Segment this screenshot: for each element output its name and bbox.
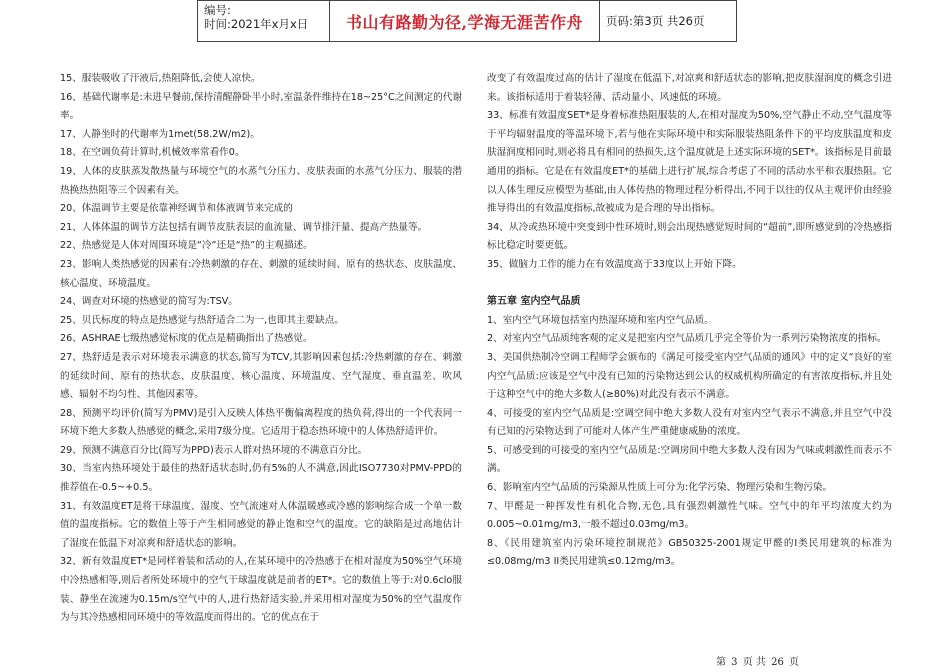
list-item: 8、《民用建筑室内污染环境控制规范》GB50325-2001规定甲醛的I类民用建筑的标准为≤0.08mg/m3 II类民用建筑≤0.12mg/m3。 [487,537,892,568]
header-motto-cell [330,1,600,41]
list-item: 5、可感受到的可接受的室内空气品质是:空调房间中绝大多数人没有因为气味或刺激性而表示不满。 [487,444,892,475]
footer-page-number: 3 [731,657,738,668]
list-item: 25、贝氏标度的特点是热感觉与热舒适合二为一,也即其主要缺点。 [60,314,344,326]
page-header [197,0,737,42]
list-item: 34、从冷或热环境中突变到中性环境时,则会出现热感觉短时间的“超前”,即所感觉到的冷热感指标比稳定时要更低。 [487,221,892,252]
footer-pre: 第 [715,657,726,668]
list-item: 4、可接受的室内空气品质是:空调空间中绝大多数人没有对室内空气表示不满意,并且空气中没有已知的污染物达到了可能对人体产生严重健康威胁的浓度。 [487,407,892,438]
page-label: 页码:第3页 共26页 [606,14,705,28]
list-item: 23、影响人类热感觉的因素有:冷热刺激的存在、刺激的延续时间、原有的热状态、皮肤温度、核心温度、环境温度。 [60,258,462,289]
list-item: 17、人静坐时的代谢率为1met(58.2W/m2)。 [60,128,260,140]
list-item: 26、ASHRAE七级热感觉标度的优点是精确指出了热感觉。 [60,333,313,345]
header-meta [198,1,330,41]
number-label: 编号: [204,3,231,17]
spacer [487,275,892,294]
list-item: 15、服装吸收了汗液后,热阻降低,会使人凉快。 [60,73,261,84]
list-item: 33、标准有效温度SET*是身着标准热阻服装的人,在相对湿度为50%,空气静止不动,空气温度等于平均辐射温度的等温环境下,若与他在实际环境中和实际服装热阻条件下的平均皮肤温度和皮肤湿润度相同时,则必将具有相同的热损失,这个温度就是上述实际环境的SET*。该指标是目前最通用的指标。它是在有效温度ET*的基础上进行扩展,综合考虑了不同的活动水平和衣服热阻。它以人体生理反应模型为基础,由人体传热的物理过程分析得出,不同于以往的仅从主观评价由经验推导得出的有效温度指标,故被成为是合理的导出指标。 [487,110,892,215]
list-item: 20、体温调节主要是依靠神经调节和体液调节来完成的 [60,203,293,215]
left-column [60,70,462,628]
list-item: 27、热舒适是表示对环境表示满意的状态,简写为TCV,其影响因素包括:冷热刺激的存在、刺激的延续时间、原有的热状态、皮肤温度、核心温度、环境温度、空气湿度、垂直温差、吹风感、辐射不均匀性、其他因素等。 [60,351,462,401]
list-item: 32、新有效温度ET*是同样着装和活动的人,在某环境中的冷热感于在相对湿度为50%空气环境中冷热感相等,则后者所处环境中的空气干球温度就是前者的ET*。它的数值上等于:对0.6clo服装、静坐在流速为0.15m/s空气中的人,进行热舒适实验,并采用相对湿度为50%的空气温度作为与其冷热感相同环境中的等效温度而得出的。它的优点在于 [60,556,462,624]
footer-post: 页 [789,657,799,668]
page-footer [715,653,800,668]
list-item: 改变了有效温度过高的估计了湿度在低温下,对凉爽和舒适状态的影响,把皮肤湿润度的概念引进来。该指标适用于着装轻薄、活动量小、风速低的环境。 [487,73,892,103]
list-item: 19、人体的皮肤蒸发散热量与环境空气的水蒸气分压力、皮肤表面的水蒸气分压力、服装的潜热换热热阻等三个因素有关。 [60,165,462,196]
list-item: 3、美国供热制冷空调工程师学会颁布的《满足可接受室内空气品质的通风》中的定义“良好的室内空气品质:应该是空气中没有已知的污染物达到公认的权威机构所确定的有害浓度指标,并且处于这种空气中的绝大多数人(≥80%)对此没有表示不满意。 [487,351,892,401]
list-item: 21、人体体温的调节方法包括有调节皮肤表层的血流量、调节排汗量、提高产热量等。 [60,221,428,233]
list-item: 29、预测不满意百分比(简写为PPD)表示人群对热环境的不满意百分比。 [60,444,368,456]
motto-text: 书山有路勤为径,学海无涯苦作舟 [345,12,584,32]
list-item: 22、热感觉是人体对周围环境是“冷”还是“热”的主观描述。 [60,240,313,252]
list-item: 1、室内空气环境包括室内热湿环境和室内空气品质。 [487,314,714,326]
list-item: 2、对室内空气品质纯客观的定义是把室内空气品质几乎完全等价为一系列污染物浓度的指标。 [487,333,887,345]
list-item: 24、调查对环境的热感觉的简写为:TSV。 [60,296,238,308]
time-label: 时间:2021年x月x日 [204,17,309,31]
header-page-cell [600,1,736,41]
chapter-title: 第五章 室内空气品质 [487,296,581,308]
list-item: 7、甲醛是一种挥发性有机化合物,无色,具有强烈刺激性气味。空气中的年平均浓度大约为0.005~0.01mg/m3,一般不超过0.03mg/m3。 [487,500,892,531]
list-item: 6、影响室内空气品质的污染源从性质上可分为:化学污染、物理污染和生物污染。 [487,482,833,494]
footer-mid: 页 共 [742,657,766,668]
footer-total-pages: 26 [771,657,784,668]
list-item: 30、当室内热环境处于最佳的热舒适状态时,仍有5%的人不满意,因此ISO7730对PMV-PPD的推荐值在-0.5~+0.5。 [60,463,462,494]
list-item: 31、有效温度ET是将干球温度、湿度、空气流速对人体温暖感或冷感的影响综合成一个单一数值的温度指标。它的数值上等于产生相同感觉的静止饱和空气的温度。它的缺陷是过高地估计了湿度在低温下对凉爽和舒适状态的影响。 [60,500,462,549]
list-item: 18、在空调负荷计算时,机械效率常看作0。 [60,147,245,159]
list-item: 28、预测平均评价(简写为PMV)是引入反映人体热平衡偏离程度的热负荷,得出的一个代表同一环境下绝大多数人热感觉的概念,采用7级分度。它适用于稳态热环境中的人体热舒适评价。 [60,407,462,438]
list-item: 35、做脑力工作的能力在有效温度高于33度以上开始下降。 [487,258,742,270]
list-item: 16、基础代谢率是:未进早餐前,保持清醒静卧半小时,室温条件维持在18~25°C之间测定的代谢率。 [60,91,462,122]
right-column [487,70,892,572]
